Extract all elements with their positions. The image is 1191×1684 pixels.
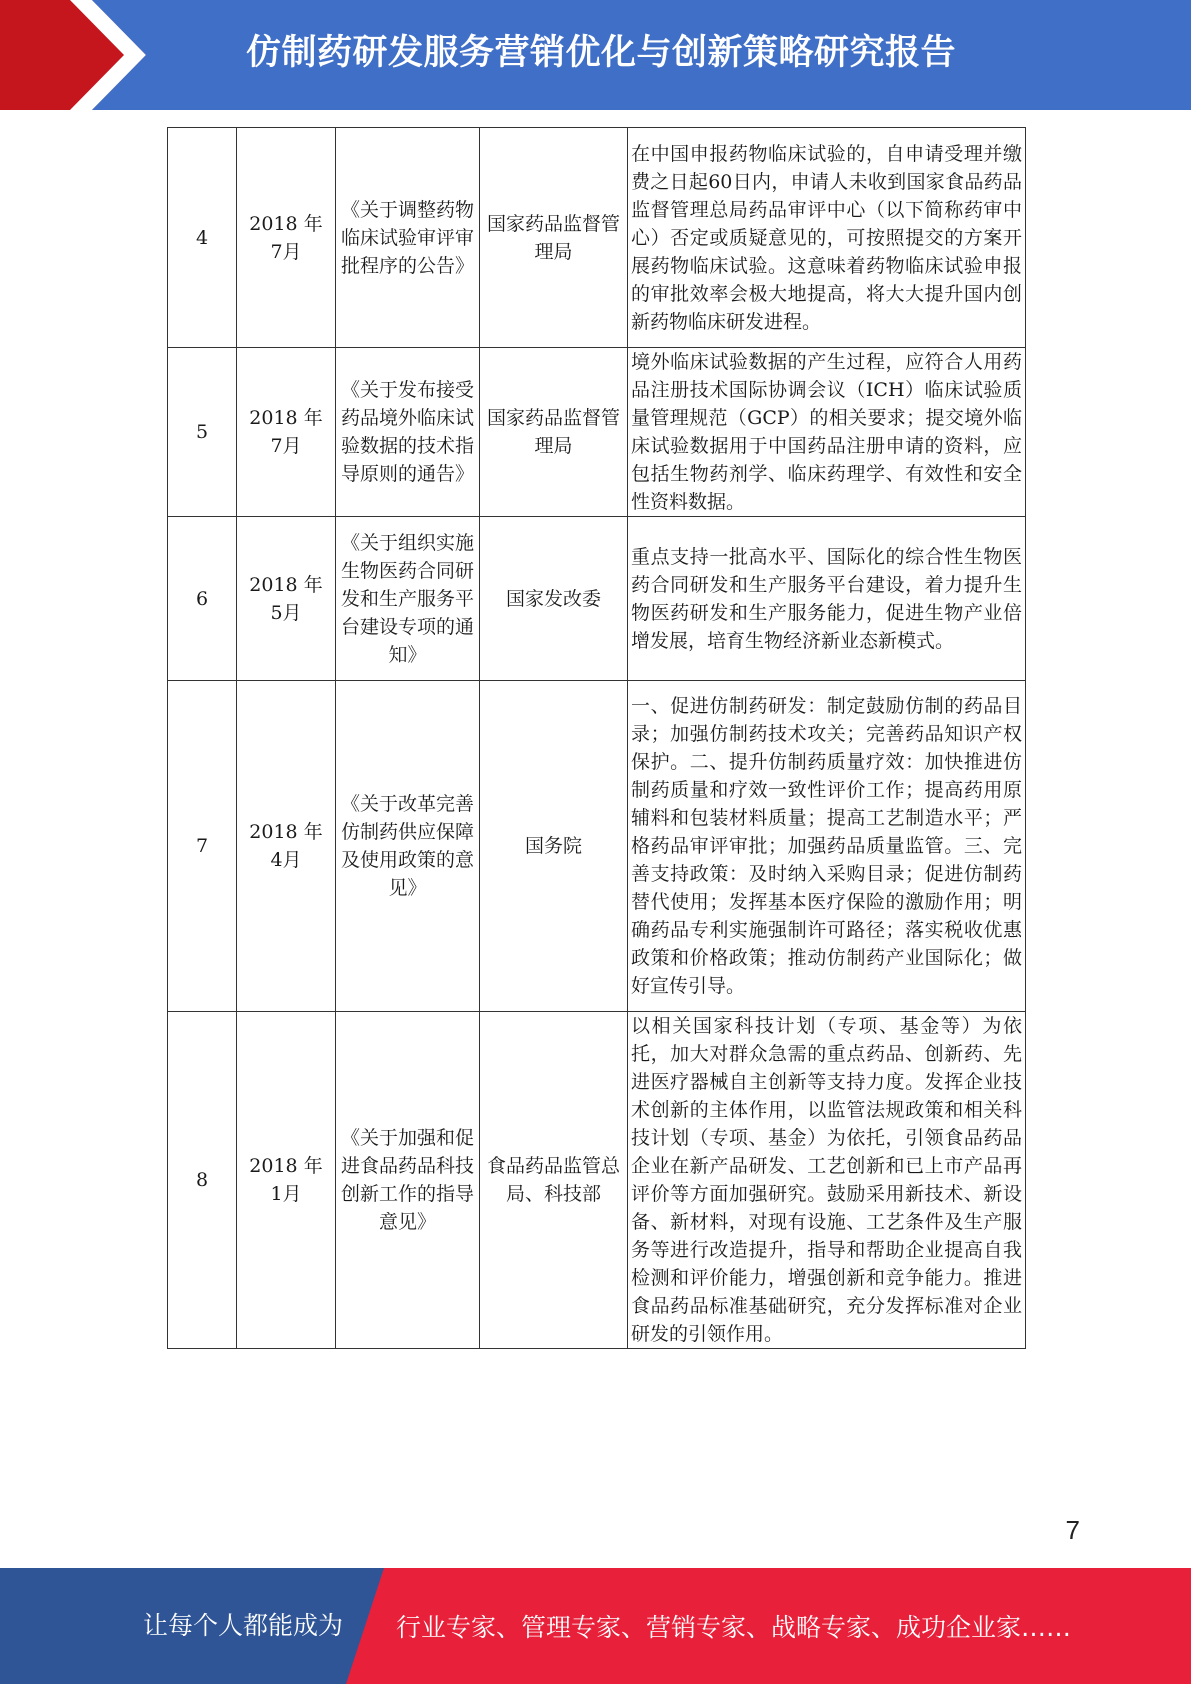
policy-content: 以相关国家科技计划（专项、基金等）为依托，加大对群众急需的重点药品、创新药、先进医疗器械自主创新等支持力度。发挥企业技术创新的主体作用，以监管法规政策和相关科技计划（专项、基金）为依托，引领食品药品企业在新产品研发、工艺创新和已上市产品再评价等方面加强研究。鼓励采用新技术、新设备、新材料，对现有设施、工艺条件及生产服务等进行改造提升，指导和帮助企业提高自我检测和评价能力，增强创新和竞争能力。推进食品药品标准基础研究，充分发挥标准对企业研发的引领作用。 bbox=[628, 1012, 1026, 1349]
issue-date: 2018 年 7月 bbox=[237, 128, 336, 348]
policy-name: 《关于发布接受药品境外临床试验数据的技术指导原则的通告》 bbox=[336, 348, 480, 517]
policy-content: 在中国申报药物临床试验的，自申请受理并缴费之日起60日内，申请人未收到国家食品药品监督管理总局药品审评中心（以下简称药审中心）否定或质疑意见的，可按照提交的方案开展药物临床试验。这意味着药物临床试验申报的审批效率会极大地提高，将大大提升国内创新药物临床研发进程。 bbox=[628, 128, 1026, 348]
policy-name: 《关于调整药物临床试验审评审批程序的公告》 bbox=[336, 128, 480, 348]
table-row bbox=[168, 517, 1026, 681]
issuing-department: 国务院 bbox=[480, 681, 628, 1012]
issue-date: 2018 年 4月 bbox=[237, 681, 336, 1012]
header-arrow-decoration bbox=[0, 0, 160, 110]
row-number: 8 bbox=[168, 1012, 237, 1349]
table-row bbox=[168, 348, 1026, 517]
issuing-department: 国家药品监督管理局 bbox=[480, 348, 628, 517]
row-number: 7 bbox=[168, 681, 237, 1012]
issuing-department: 食品药品监管总局、科技部 bbox=[480, 1012, 628, 1349]
issue-date: 2018 年 7月 bbox=[237, 348, 336, 517]
policy-table bbox=[167, 127, 1026, 1349]
footer-slogan-right: 行业专家、管理专家、营销专家、战略专家、成功企业家…… bbox=[396, 1613, 1072, 1642]
footer-slogan-left: 让每个人都能成为 bbox=[143, 1611, 344, 1640]
issue-date: 2018 年 5月 bbox=[237, 517, 336, 681]
row-number: 6 bbox=[168, 517, 237, 681]
policy-content: 重点支持一批高水平、国际化的综合性生物医药合同研发和生产服务平台建设，着力提升生物医药研发和生产服务能力，促进生物产业倍增发展，培育生物经济新业态新模式。 bbox=[628, 517, 1026, 681]
policy-content: 境外临床试验数据的产生过程，应符合人用药品注册技术国际协调会议（ICH）临床试验质量管理规范（GCP）的相关要求；提交境外临床试验数据用于中国药品注册申请的资料，应包括生物药剂学、临床药理学、有效性和安全性资料数据。 bbox=[628, 348, 1026, 517]
page-number: 7 bbox=[1065, 1515, 1080, 1545]
row-number: 4 bbox=[168, 128, 237, 348]
page-footer bbox=[0, 1568, 1191, 1684]
policy-name: 《关于改革完善仿制药供应保障及使用政策的意见》 bbox=[336, 681, 480, 1012]
issuing-department: 国家药品监督管理局 bbox=[480, 128, 628, 348]
policy-content: 一、促进仿制药研发：制定鼓励仿制的药品目录；加强仿制药技术攻关；完善药品知识产权保护。二、提升仿制药质量疗效：加快推进仿制药质量和疗效一致性评价工作；提高药用原辅料和包装材料质量；提高工艺制造水平；严格药品审评审批；加强药品质量监管。三、完善支持政策：及时纳入采购目录；促进仿制药替代使用；发挥基本医疗保险的激励作用；明确药品专利实施强制许可路径；落实税收优惠政策和价格政策；推动仿制药产业国际化；做好宣传引导。 bbox=[628, 681, 1026, 1012]
table-row bbox=[168, 1012, 1026, 1349]
policy-name: 《关于加强和促进食品药品科技创新工作的指导意见》 bbox=[336, 1012, 480, 1349]
issue-date: 2018 年 1月 bbox=[237, 1012, 336, 1349]
issuing-department: 国家发改委 bbox=[480, 517, 628, 681]
row-number: 5 bbox=[168, 348, 237, 517]
page-header bbox=[0, 0, 1191, 110]
policy-name: 《关于组织实施生物医药合同研发和生产服务平台建设专项的通知》 bbox=[336, 517, 480, 681]
report-title: 仿制药研发服务营销优化与创新策略研究报告 bbox=[246, 33, 957, 73]
table-row bbox=[168, 128, 1026, 348]
table-row bbox=[168, 681, 1026, 1012]
